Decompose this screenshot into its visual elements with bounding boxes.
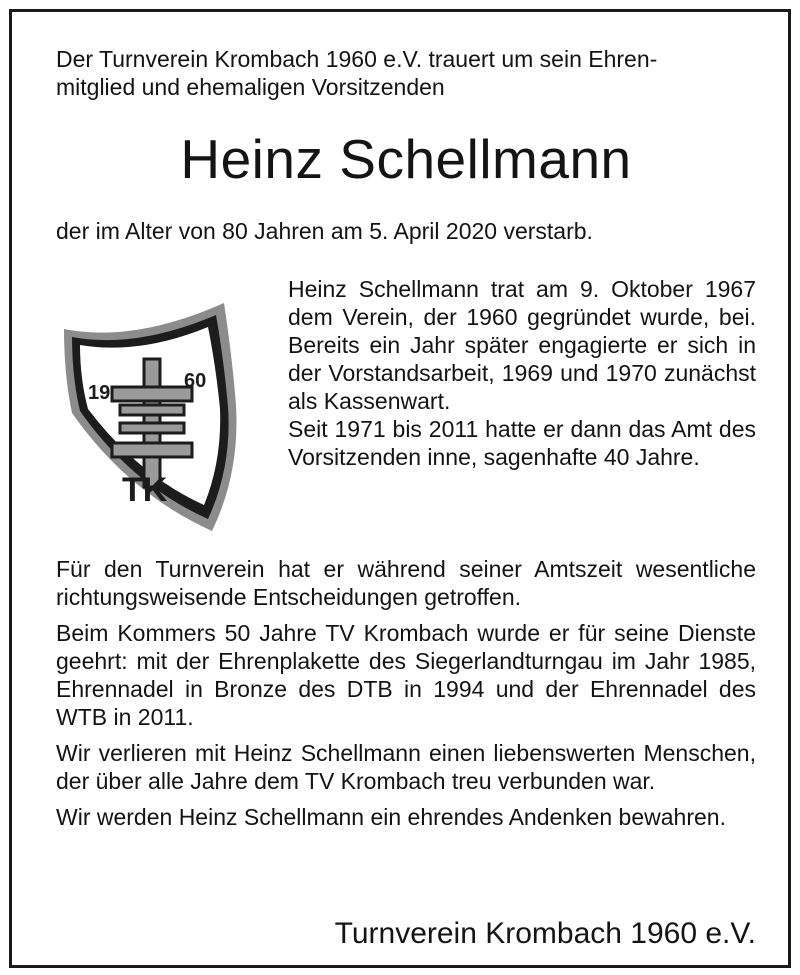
deceased-name: Heinz Schellmann (180, 128, 632, 190)
bio-paragraph-1: Heinz Schellmann trat am 9. Oktober 1967 dem Verein, der 1960 gegründet wurde, bei. Bereits ein Jahr später engagierte er sich in der Vorstandsarbeit, 1969 und 1970 zunächst als Kassenwart. (288, 276, 756, 414)
club-signature: Turnverein Krombach 1960 e.V. (334, 917, 756, 950)
paragraph-honors: Beim Kommers 50 Jahre TV Krombach wurde er für seine Dienste geehrt: mit der Ehrenplakette des Siegerlandturngau im Jahr 1985, Ehrennadel in Bronze des DTB in 1994 und der Ehrennadel des WTB in 2011. (56, 620, 756, 730)
notice-content (56, 45, 756, 950)
paragraph-decisions: Für den Turnverein hat er während seiner Amtszeit wesentliche richtungsweisende Entscheidungen getroffen. (56, 556, 756, 610)
logo-year-right: 60 (184, 370, 207, 392)
intro-line-2: mitglied und ehemaligen Vorsitzenden (56, 74, 445, 100)
intro-line-1: Der Turnverein Krombach 1960 e.V. trauert um sein Ehren- (56, 46, 658, 72)
logo-letters: TK (122, 471, 168, 509)
bio-paragraph-2: Seit 1971 bis 2011 hatte er dann das Amt des Vorsitzenden inne, sagenhafte 40 Jahre. (288, 416, 756, 470)
biography-block (288, 275, 756, 471)
notice-frame (9, 9, 791, 968)
paragraph-loss: Wir verlieren mit Heinz Schellmann einen liebenswerten Menschen, der über alle Jahre dem TV Krombach treu verbunden war. (56, 740, 756, 794)
club-shield-emblem (64, 295, 240, 531)
logo-year-left: 19 (88, 382, 111, 404)
death-statement: der im Alter von 80 Jahren am 5. April 2020 verstarb. (56, 218, 593, 244)
paragraph-memory: Wir werden Heinz Schellmann ein ehrendes Andenken bewahren. (56, 804, 726, 830)
club-logo (64, 295, 240, 531)
tribute-paragraphs (56, 555, 756, 839)
